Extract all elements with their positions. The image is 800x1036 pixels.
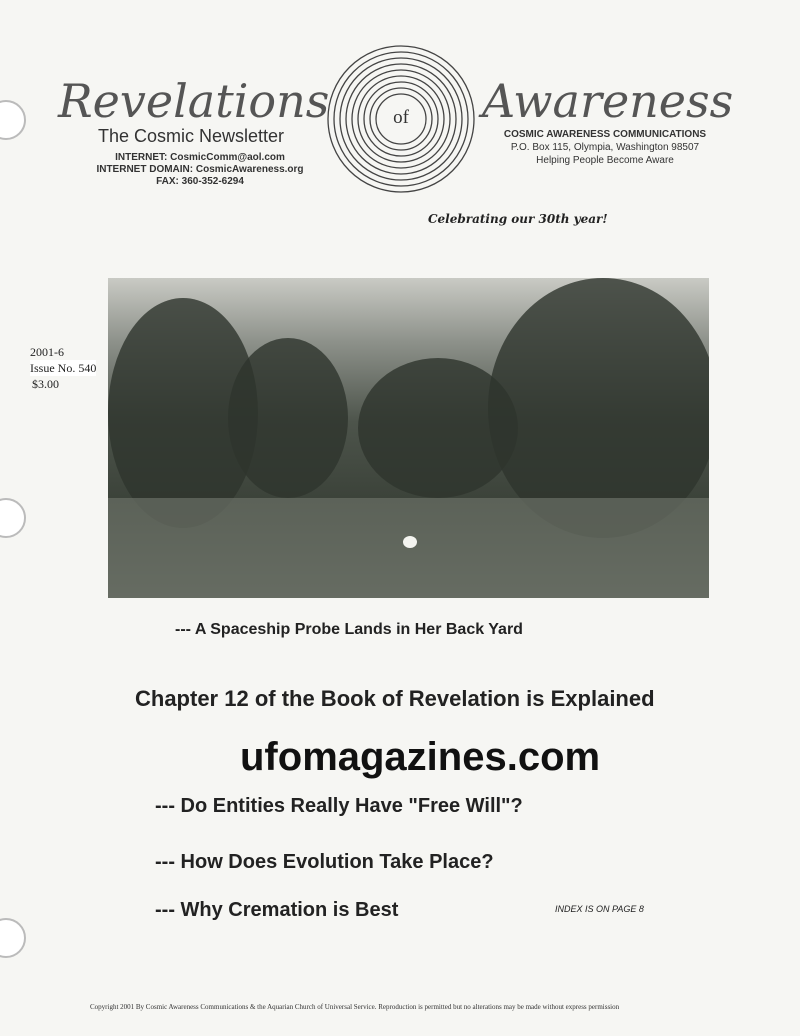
title-left: Revelations <box>58 74 330 128</box>
main-headline: Chapter 12 of the Book of Revelation is Explained <box>135 686 655 711</box>
cover-photo-backyard <box>108 278 709 598</box>
fax: FAX: 360-352-6294 <box>156 176 244 187</box>
org-info <box>480 128 730 167</box>
issue-number: Issue No. 540 <box>30 361 97 375</box>
org-address: P.O. Box 115, Olympia, Washington 98507 <box>510 142 700 153</box>
internet-email[interactable]: INTERNET: CosmicComm@aol.com <box>115 152 285 163</box>
watermark: ufomagazines.com <box>240 735 601 779</box>
title-of: of <box>386 104 416 134</box>
binder-hole <box>0 498 26 538</box>
binder-hole <box>0 918 26 958</box>
subtitle: The Cosmic Newsletter <box>98 126 285 146</box>
bullet-headline: --- How Does Evolution Take Place? <box>155 851 494 873</box>
issue-price: $3.00 <box>32 377 59 391</box>
probe-light <box>403 536 417 548</box>
org-tagline: Helping People Become Aware <box>536 155 674 166</box>
binder-hole <box>0 100 26 140</box>
issue-info <box>30 344 96 392</box>
index-note: INDEX IS ON PAGE 8 <box>555 904 644 914</box>
internet-domain[interactable]: INTERNET DOMAIN: CosmicAwareness.org <box>96 164 304 175</box>
photo-caption: --- A Spaceship Probe Lands in Her Back Yard <box>175 621 523 638</box>
issue-date: 2001-6 <box>30 345 64 359</box>
contact-info <box>80 152 320 188</box>
anniversary: Celebrating our 30th year! <box>428 212 608 226</box>
bullet-headline: --- Do Entities Really Have "Free Will"? <box>155 795 523 817</box>
bullet-headline: --- Why Cremation is Best <box>155 899 399 921</box>
title-right: Awareness <box>482 74 734 128</box>
org-name: COSMIC AWARENESS COMMUNICATIONS <box>503 129 707 140</box>
copyright: Copyright 2001 By Cosmic Awareness Communications & the Aquarian Church of Universal Service. Reproduction is permitted but no alterations may be made without express permission <box>90 1003 620 1011</box>
